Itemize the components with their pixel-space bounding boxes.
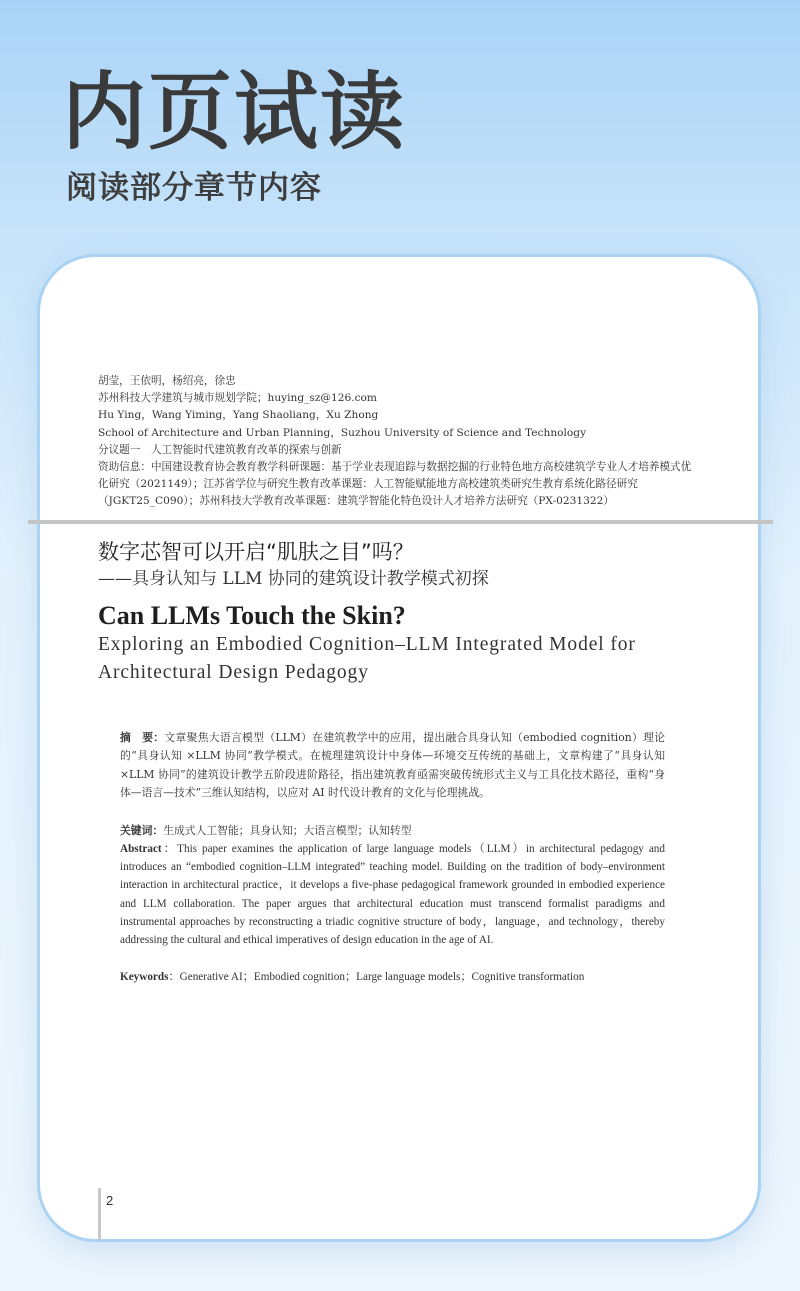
- banner-subtitle: 阅读部分章节内容: [66, 170, 322, 206]
- section-divider: [28, 520, 773, 524]
- abstract-cn: [120, 729, 665, 802]
- article-subtitle-cn: ——具身认知与 LLM 协同的建筑设计教学模式初探: [98, 569, 489, 589]
- keywords-en-label: Keywords: [120, 971, 169, 983]
- article-meta: [98, 373, 698, 511]
- article-title-en: Can LLMs Touch the Skin?: [98, 601, 406, 630]
- keywords-cn: [120, 822, 665, 840]
- abstract-en-text: ：This paper examines the application of large language models（LLM）in architectural pedagogy and introduces an “embodied cognition–LLM integrated” teaching model. Building on the tradition of body–environment interaction in architectural practice，it develops a five-phase pedagogical framework grounded in embodied experience and LLM collaboration. The paper argues that architectural education must transcend formalist paradigms and instrumental approaches by reconstructing a triadic cognitive structure of body，language，and technology，thereby addressing the cultural and ethical imperatives of design education in the age of AI.: [120, 843, 665, 947]
- article-title-cn: 数字芯智可以开启“肌肤之目”吗？: [98, 540, 414, 564]
- affiliation-cn: 苏州科技大学建筑与城市规划学院；huying_sz@126.com: [98, 392, 377, 405]
- authors-cn: 胡莹，王依明，杨绍亮，徐忠: [98, 375, 236, 387]
- page-number-bar: [98, 1188, 101, 1240]
- sub-topic: 分议题一 人工智能时代建筑教育改革的探索与创新: [98, 443, 342, 456]
- authors-en: Hu Ying，Wang Yiming，Yang Shaoliang，Xu Zhong: [98, 409, 379, 422]
- keywords-en-text: ：Generative AI；Embodied cognition；Large language models；Cognitive transformation: [168, 971, 585, 983]
- article-subtitle-en: Exploring an Embodied Cognition–LLM Integrated Model for Architectural Design Pedagogy: [98, 634, 636, 683]
- keywords-cn-text: 生成式人工智能；具身认知；大语言模型；认知转型: [163, 824, 412, 837]
- abstract-en-label: Abstract: [120, 843, 162, 855]
- banner-title: 内页试读: [62, 63, 407, 161]
- abstract-cn-text: 文章聚焦大语言模型（LLM）在建筑教学中的应用，提出融合具身认知（embodied cognition）理论的“具身认知 ×LLM 协同”教学模式。在梳理建筑设计中身体—环境交互传统的基础上，文章构建了“具身认知 ×LLM 协同”的建筑设计教学五阶段进阶路径，指出建筑教育亟需突破传统形式主义与工具化技术路径，重构“身体—语言—技术”三维认知结构，以应对 AI 时代设计教育的文化与伦理挑战。: [120, 731, 666, 799]
- page-number: 2: [106, 1193, 114, 1208]
- keywords-cn-label: 关键词：: [120, 824, 164, 837]
- abstract-en: [120, 840, 665, 949]
- funding-info: 资助信息：中国建设教育协会教育教学科研课题：基于学业表现追踪与数据挖掘的行业特色地方高校建筑学专业人才培养模式优化研究（2021149）；江苏省学位与研究生教育改革课题：人工智能赋能地方高校建筑类研究生教育系统化路径研究（JGKT25_C090）；苏州科技大学教育改革课题：建筑学智能化特色设计人才培养方法研究（PX-0231322）: [98, 461, 692, 508]
- abstract-cn-label: 摘 要：: [120, 731, 165, 744]
- keywords-en: [120, 968, 665, 986]
- affiliation-en: School of Architecture and Urban Planning，Suzhou University of Science and Technology: [98, 426, 587, 439]
